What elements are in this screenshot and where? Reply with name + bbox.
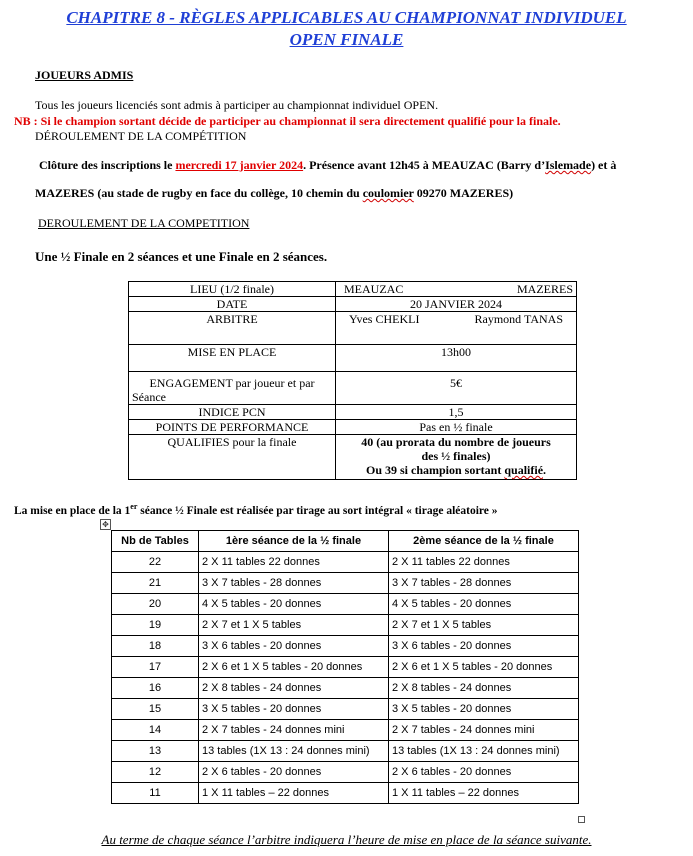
footer-note: Au terme de chaque séance l’arbitre indiquera l’heure de mise en place de la séance suivante. xyxy=(101,832,592,847)
row-seance-2: 2 X 6 tables - 20 donnes xyxy=(389,762,579,783)
row-nb: 19 xyxy=(112,615,199,636)
row-seance-1: 2 X 7 et 1 X 5 tables xyxy=(199,615,389,636)
mise-label: MISE EN PLACE xyxy=(129,345,336,372)
row-nb: 15 xyxy=(112,699,199,720)
qualifies-l3b: qualifié xyxy=(504,463,544,477)
row-nb: 14 xyxy=(112,720,199,741)
lieu-values xyxy=(336,282,577,297)
row-seance-1: 1 X 11 tables – 22 donnes xyxy=(199,783,389,804)
cloture-date: mercredi 17 janvier 2024 xyxy=(175,158,304,172)
cloture-after: ) et à xyxy=(591,158,617,172)
row-date xyxy=(129,297,577,312)
qualifies-value xyxy=(336,435,577,480)
tirage-sup: er xyxy=(130,502,138,511)
table-row xyxy=(112,657,579,678)
points-label: POINTS DE PERFORMANCE xyxy=(129,420,336,435)
row-seance-1: 13 tables (1X 13 : 24 donnes mini) xyxy=(199,741,389,762)
row-indice xyxy=(129,405,577,420)
row-nb: 13 xyxy=(112,741,199,762)
row-seance-1: 2 X 7 tables - 24 donnes mini xyxy=(199,720,389,741)
cloture-coulomier: coulomier xyxy=(362,186,414,200)
info-table xyxy=(128,281,577,480)
row-seance-1: 3 X 6 tables - 20 donnes xyxy=(199,636,389,657)
arbitre-label: ARBITRE xyxy=(129,312,336,345)
tables-table xyxy=(111,530,579,804)
table-row xyxy=(112,552,579,573)
table-row xyxy=(112,573,579,594)
cloture-line-2 xyxy=(35,186,513,201)
row-nb: 16 xyxy=(112,678,199,699)
row-seance-1: 2 X 11 tables 22 donnes xyxy=(199,552,389,573)
qualifies-label: QUALIFIES pour la finale xyxy=(129,435,336,480)
row-seance-2: 3 X 6 tables - 20 donnes xyxy=(389,636,579,657)
indice-label: INDICE PCN xyxy=(129,405,336,420)
row-seance-2: 2 X 11 tables 22 donnes xyxy=(389,552,579,573)
cloture-line2a: MAZERES (au stade de rugby en face du collège, 10 chemin du xyxy=(35,186,363,200)
row-nb: 11 xyxy=(112,783,199,804)
table-row xyxy=(112,699,579,720)
arbitre-v2: Raymond TANAS xyxy=(474,312,563,326)
row-seance-1: 2 X 6 tables - 20 donnes xyxy=(199,762,389,783)
qualifies-l3a: Ou 39 si champion sortant xyxy=(365,463,505,477)
lieu-v1: MEAUZAC xyxy=(344,282,404,296)
row-seance-1: 2 X 6 et 1 X 5 tables - 20 donnes xyxy=(199,657,389,678)
row-engagement xyxy=(129,372,577,405)
cloture-line-1 xyxy=(39,158,616,173)
engagement-label-2: Séance xyxy=(132,390,166,404)
deroulement-heading-1: DÉROULEMENT DE LA COMPÉTITION xyxy=(35,129,247,143)
table-row xyxy=(112,762,579,783)
table-row xyxy=(112,783,579,804)
row-nb: 17 xyxy=(112,657,199,678)
points-value: Pas en ½ finale xyxy=(336,420,577,435)
row-seance-2: 2 X 7 et 1 X 5 tables xyxy=(389,615,579,636)
row-seance-2: 13 tables (1X 13 : 24 donnes mini) xyxy=(389,741,579,762)
row-seance-1: 3 X 7 tables - 28 donnes xyxy=(199,573,389,594)
page-title: CHAPITRE 8 - RÈGLES APPLICABLES AU CHAMPIONNAT INDIVIDUEL xyxy=(66,8,627,27)
engagement-value: 5€ xyxy=(336,372,577,405)
table-row xyxy=(112,615,579,636)
tirage-b: séance ½ Finale est réalisée par tirage au sort intégral « tirage aléatoire » xyxy=(137,504,498,517)
cloture-islemade: Islemade xyxy=(545,158,592,172)
row-seance-2: 3 X 5 tables - 20 donnes xyxy=(389,699,579,720)
format-text: Une ½ Finale en 2 séances et une Finale en 2 séances. xyxy=(35,249,328,264)
row-nb: 20 xyxy=(112,594,199,615)
joueurs-text: Tous les joueurs licenciés sont admis à participer au championnat individuel OPEN. xyxy=(35,98,439,112)
row-mise xyxy=(129,345,577,372)
header-seance-1: 1ère séance de la ½ finale xyxy=(199,531,389,552)
tirage-a: La mise en place de la 1 xyxy=(14,504,131,517)
cloture-line2b: 09270 MAZERES) xyxy=(413,186,514,200)
header-nb-tables: Nb de Tables xyxy=(112,531,199,552)
row-nb: 18 xyxy=(112,636,199,657)
lieu-label: LIEU (1/2 finale) xyxy=(129,282,336,297)
arbitre-values xyxy=(336,312,577,345)
row-nb: 12 xyxy=(112,762,199,783)
deroulement-heading-2: DEROULEMENT DE LA COMPETITION xyxy=(38,216,250,230)
engagement-label xyxy=(129,372,336,405)
table-row xyxy=(112,741,579,762)
table-row xyxy=(112,594,579,615)
row-seance-2: 1 X 11 tables – 22 donnes xyxy=(389,783,579,804)
cloture-prefix: Clôture des inscriptions le xyxy=(39,158,176,172)
row-points xyxy=(129,420,577,435)
row-seance-1: 3 X 5 tables - 20 donnes xyxy=(199,699,389,720)
joueurs-heading: JOUEURS ADMIS xyxy=(35,68,134,82)
page-subtitle: OPEN FINALE xyxy=(289,30,404,49)
cloture-mid: . Présence avant 12h45 à MEAUZAC (Barry d’ xyxy=(303,158,546,172)
indice-value: 1,5 xyxy=(336,405,577,420)
table-row xyxy=(112,678,579,699)
resize-handle-icon[interactable] xyxy=(578,816,585,823)
qualifies-line-1: 40 (au prorata du nombre de joueurs xyxy=(361,435,551,449)
lieu-v2: MAZERES xyxy=(516,282,573,296)
date-value: 20 JANVIER 2024 xyxy=(336,297,577,312)
table-row xyxy=(112,720,579,741)
row-nb: 21 xyxy=(112,573,199,594)
row-qualifies xyxy=(129,435,577,480)
nb-note: NB : Si le champion sortant décide de participer au championnat il sera directement qualifié pour la finale. xyxy=(14,114,561,128)
row-seance-2: 2 X 8 tables - 24 donnes xyxy=(389,678,579,699)
row-seance-1: 4 X 5 tables - 20 donnes xyxy=(199,594,389,615)
row-seance-2: 2 X 7 tables - 24 donnes mini xyxy=(389,720,579,741)
engagement-label-1: ENGAGEMENT par joueur et par xyxy=(149,376,315,390)
tables-header-row xyxy=(112,531,579,552)
table-row xyxy=(112,636,579,657)
arbitre-v1: Yves CHEKLI xyxy=(349,312,420,326)
tirage-text xyxy=(14,499,498,519)
date-label: DATE xyxy=(129,297,336,312)
row-seance-2: 4 X 5 tables - 20 donnes xyxy=(389,594,579,615)
row-seance-2: 3 X 7 tables - 28 donnes xyxy=(389,573,579,594)
row-seance-2: 2 X 6 et 1 X 5 tables - 20 donnes xyxy=(389,657,579,678)
row-arbitre xyxy=(129,312,577,345)
header-seance-2: 2ème séance de la ½ finale xyxy=(389,531,579,552)
move-handle-icon[interactable]: ✥ xyxy=(100,519,111,530)
row-lieu xyxy=(129,282,577,297)
row-seance-1: 2 X 8 tables - 24 donnes xyxy=(199,678,389,699)
qualifies-line-3 xyxy=(339,463,573,477)
row-nb: 22 xyxy=(112,552,199,573)
qualifies-line-2: des ½ finales) xyxy=(421,449,491,463)
qualifies-l3c: . xyxy=(543,463,547,477)
mise-value: 13h00 xyxy=(336,345,577,372)
